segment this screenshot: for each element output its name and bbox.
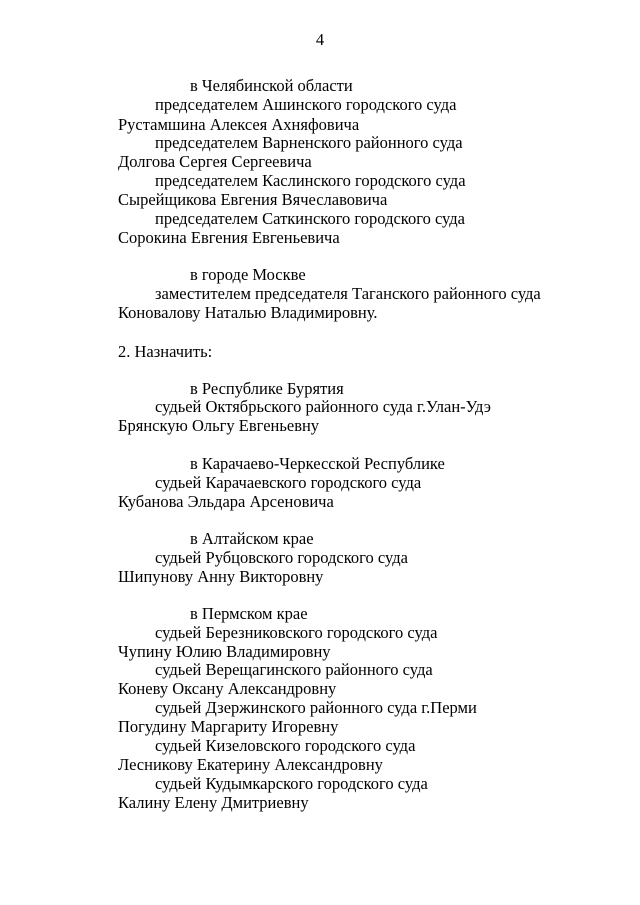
page-number: 4 (315, 30, 325, 49)
position-line: заместителем председателя Таганского районного суда (155, 284, 541, 303)
position-line: председателем Варненского районного суда (155, 133, 463, 152)
person-name: Чупину Юлию Владимировну (118, 642, 331, 661)
person-name: Кубанова Эльдара Арсеновича (118, 492, 334, 511)
position-line: судьей Кудымкарского городского суда (155, 774, 428, 793)
position-line: председателем Саткинского городского суда (155, 209, 465, 228)
section-heading: 2. Назначить: (118, 342, 213, 361)
region-heading: в Челябинской области (190, 76, 353, 95)
person-name: Рустамшина Алексея Ахняфовича (118, 115, 360, 134)
person-name: Сорокина Евгения Евгеньевича (118, 228, 340, 247)
region-heading: в Пермском крае (190, 604, 308, 623)
region-heading: в Алтайском крае (190, 529, 314, 548)
person-name: Калину Елену Дмитриевну (118, 793, 309, 812)
position-line: судьей Карачаевского городского суда (155, 473, 422, 492)
position-line: судьей Дзержинского районного суда г.Перми (155, 698, 477, 717)
person-name: Долгова Сергея Сергеевича (118, 152, 312, 171)
region-heading: в Карачаево-Черкесской Республике (190, 454, 445, 473)
position-line: судьей Кизеловского городского суда (155, 736, 416, 755)
position-line: судьей Верещагинского районного суда (155, 660, 433, 679)
person-name: Шипунову Анну Викторовну (118, 567, 324, 586)
person-name: Коновалову Наталью Владимировну. (118, 303, 378, 322)
position-line: судьей Октябрьского районного суда г.Улан-Удэ (155, 397, 491, 416)
position-line: судьей Березниковского городского суда (155, 623, 438, 642)
person-name: Погудину Маргариту Игоревну (118, 717, 339, 736)
region-heading: в Республике Бурятия (190, 379, 344, 398)
position-line: председателем Каслинского городского суда (155, 171, 466, 190)
position-line: судьей Рубцовского городского суда (155, 548, 408, 567)
person-name: Брянскую Ольгу Евгеньевну (118, 416, 320, 435)
person-name: Коневу Оксану Александровну (118, 679, 337, 698)
region-heading: в городе Москве (190, 265, 306, 284)
person-name: Сырейщикова Евгения Вячеславовича (118, 190, 388, 209)
person-name: Лесникову Екатерину Александровну (118, 755, 383, 774)
position-line: председателем Ашинского городского суда (155, 95, 457, 114)
